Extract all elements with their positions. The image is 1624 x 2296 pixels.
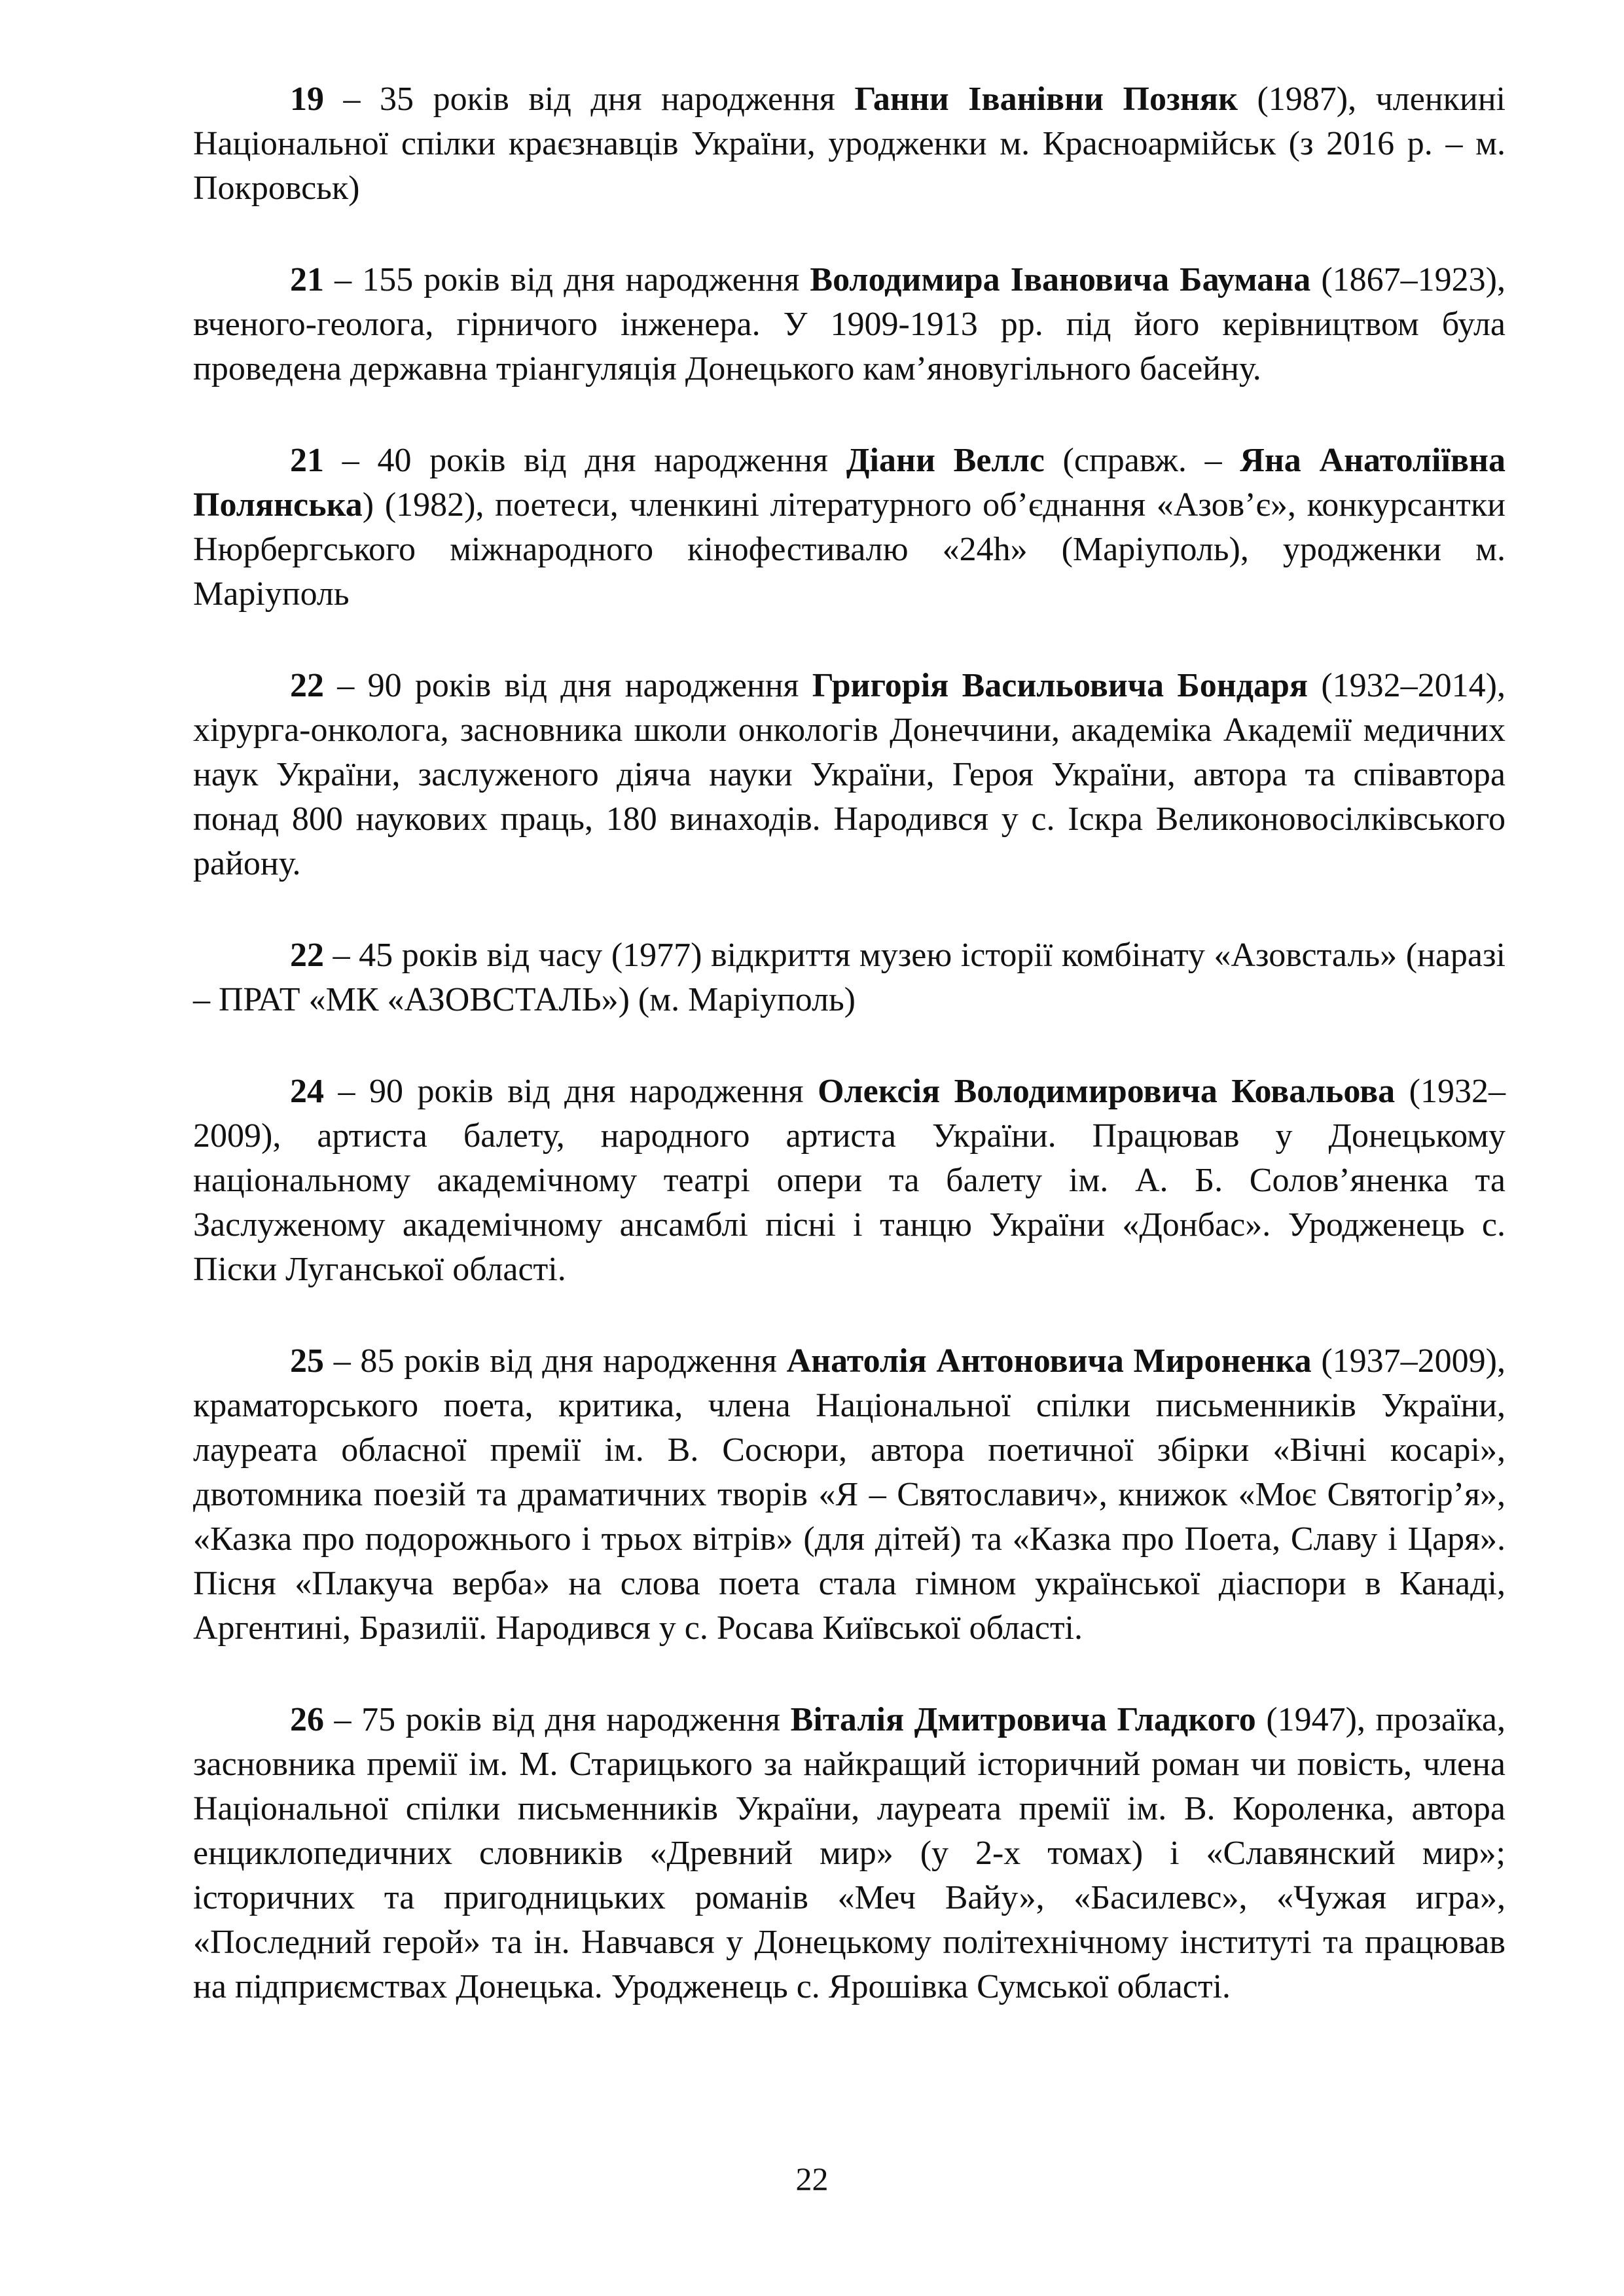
entry-day: 19	[290, 81, 324, 118]
entry-text: (1932–2014), хірурга-онколога, засновника школи онкологів Донеччини, академіка Академії медичних наук України, заслуженого діяча науки України, Героя України, автора та співавтора понад 800 наукових праць, 180 винаходів. Народився у с. Іскра Великоновосілківського району.	[193, 667, 1506, 882]
person-name: Діани Веллс	[846, 442, 1045, 479]
entry-text: – 75 років від дня народження	[324, 1701, 791, 1738]
entry-text: – 85 років від дня народження	[324, 1342, 787, 1380]
entry-day-19	[193, 77, 1506, 211]
entry-day-21-wells	[193, 439, 1506, 617]
document-page	[193, 77, 1506, 2056]
entry-text: (справж. –	[1044, 442, 1240, 479]
entry-day: 22	[290, 667, 324, 704]
entry-text: – 35 років від дня народження	[324, 81, 855, 118]
entry-day-21-bauman	[193, 258, 1506, 391]
entry-day-25	[193, 1339, 1506, 1651]
entry-day: 24	[290, 1073, 324, 1110]
entry-day: 22	[290, 937, 324, 974]
entry-text: – 90 років від дня народження	[324, 1073, 818, 1110]
entry-text: (1937–2009), краматорського поета, критика, члена Національної спілки письменників України, лауреата обласної премії ім. В. Сосюри, автора поетичної збірки «Вічні косарі», двотомника поезій та драматичних творів «Я – Святославич», книжок «Моє Святогір’я», «Казка про подорожнього і трьох вітрів» (для дітей) та «Казка про Поета, Славу і Царя». Пісня «Плакуча верба» на слова поета стала гімном української діаспори в Канаді, Аргентині, Бразилії. Народився у с. Росава Київської області.	[193, 1342, 1506, 1647]
entry-text: (1947), прозаїка, засновника премії ім. М. Старицького за найкращий історичний роман чи повість, члена Національної спілки письменників України, лауреата премії ім. В. Короленка, автора енциклопедичних словників «Древний мир» (у 2-х томах) і «Славянский мир»; історичних та пригодницьких романів «Меч Вайу», «Басилевс», «Чужая игра», «Последний герой» та ін. Навчався у Донецькому політехнічному інституті та працював на підприємствах Донецька. Уродженець с. Ярошівка Сумської області.	[193, 1701, 1506, 2005]
entry-day-24	[193, 1069, 1506, 1292]
entry-text: ) (1982), поетеси, членкині літературного об’єднання «Азов’є», конкурсантки Нюрбергського міжнародного кінофестивалю «24h» (Маріуполь), уродженки м. Маріуполь	[193, 486, 1506, 613]
person-name: Ганни Іванівни Позняк	[854, 81, 1238, 118]
person-name: Олексія Володимировича Ковальова	[818, 1073, 1396, 1110]
entry-text: (1987), членкині Національної спілки краєзнавців України, уродженки м. Красноармійськ (з 2016 р. – м. Покровськ)	[193, 81, 1506, 207]
entry-text: – 40 років від дня народження	[324, 442, 846, 479]
person-real-name: Яна Анатоліївна Полянська	[193, 442, 1506, 524]
entry-day: 26	[290, 1701, 324, 1738]
entry-day: 21	[290, 442, 324, 479]
person-name: Віталія Дмитровича Гладкого	[790, 1701, 1256, 1738]
entry-text: – 90 років від дня народження	[324, 667, 812, 704]
person-name: Володимира Івановича Баумана	[810, 261, 1311, 298]
entry-day: 25	[290, 1342, 324, 1380]
person-name: Григорія Васильовича Бондаря	[812, 667, 1308, 704]
person-name: Анатолія Антоновича Мироненка	[786, 1342, 1312, 1380]
entry-day-22-bondar	[193, 664, 1506, 886]
entry-day-22-museum	[193, 933, 1506, 1022]
entry-day: 21	[290, 261, 324, 298]
entry-text: (1867–1923), вченого-геолога, гірничого інженера. У 1909-1913 рр. під його керівництвом була проведена державна тріангуляція Донецького кам’яновугільного басейну.	[193, 261, 1506, 387]
entry-text: (1932–2009), артиста балету, народного артиста України. Працював у Донецькому національному академічному театрі опери та балету ім. А. Б. Солов’яненка та Заслуженому академічному ансамблі пісні і танцю України «Донбас». Уродженець с. Піски Луганської області.	[193, 1073, 1506, 1288]
entry-day-26	[193, 1698, 1506, 2009]
entry-text: – 45 років від часу (1977) відкриття музею історії комбінату «Азовсталь» (наразі – ПРАТ «МК «АЗОВСТАЛЬ») (м. Маріуполь)	[193, 937, 1506, 1018]
entry-text: – 155 років від дня народження	[324, 261, 810, 298]
page-number: 22	[795, 2161, 829, 2197]
